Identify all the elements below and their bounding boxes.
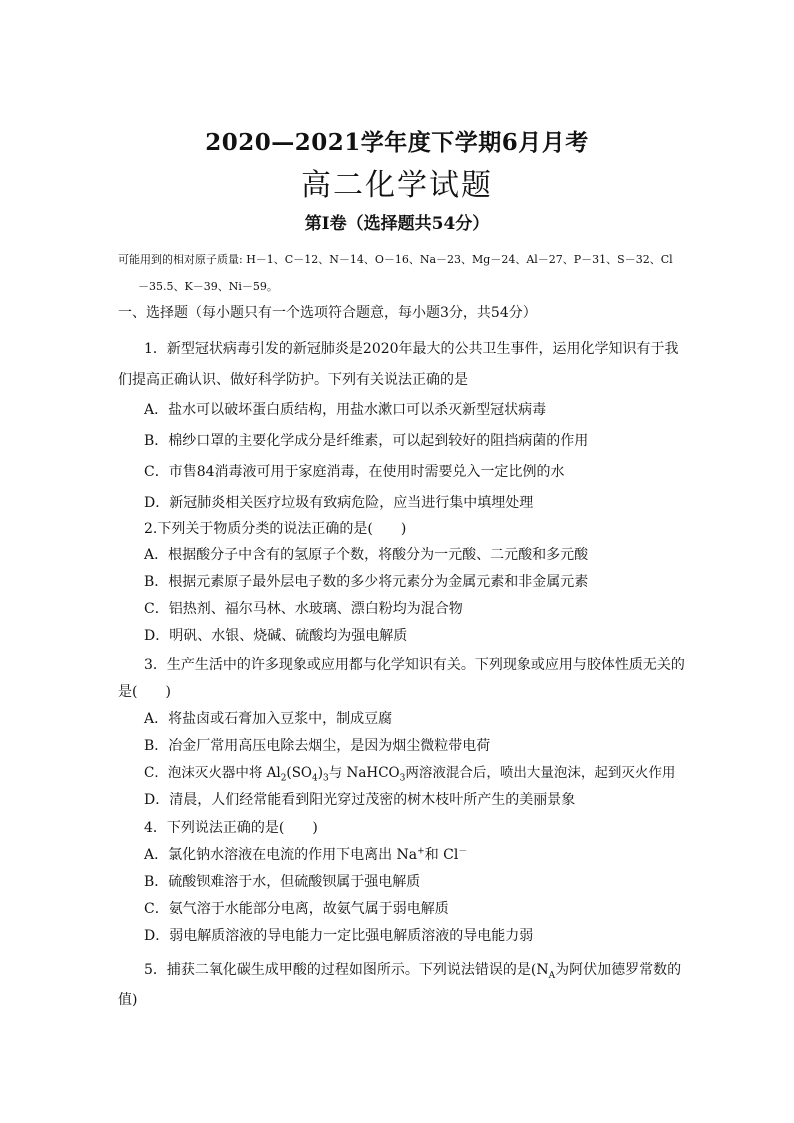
q2-option-b: B．根据元素原子最外层电子数的多少将元素分为金属元素和非金属元素	[144, 574, 589, 590]
q3-option-d: D．清晨，人们经常能看到阳光穿过茂密的树木枝叶所产生的美丽景象	[144, 792, 576, 808]
q3-stem-line-1: 3．生产生活中的许多现象或应用都与化学知识有关。下列现象或应用与胶体性质无关的	[144, 657, 685, 673]
q5-stem-line-1: 5．捕获二氧化碳生成甲酸的过程如图所示。下列说法错误的是($N_A$为阿伏加德罗常数的	[144, 962, 682, 981]
q1-option-b: B．棉纱口罩的主要化学成分是纤维素，可以起到较好的阻挡病菌的作用	[144, 433, 589, 449]
q4-option-c: C．氨气溶于水能部分电离，故氨气属于弱电解质	[144, 901, 449, 917]
q5-stem-line-2: 值)	[118, 992, 138, 1008]
q1-stem-line-1: 1．新型冠状病毒引发的新冠肺炎是2020年最大的公共卫生事件，运用化学知识有于我	[144, 341, 679, 357]
q2-option-c: C．铝热剂、福尔马林、水玻璃、漂白粉均为混合物	[144, 601, 463, 617]
q2-stem: 2.下列关于物质分类的说法正确的是( )	[144, 521, 407, 537]
q4-option-d: D．弱电解质溶液的导电能力一定比强电解质溶液的导电能力弱	[144, 928, 534, 944]
q1-option-a: A．盐水可以破坏蛋白质结构，用盐水漱口可以杀灭新型冠状病毒	[144, 402, 547, 418]
exam-title: 2020—2021学年度下学期6月月考	[205, 129, 589, 156]
q4-stem: 4．下列说法正确的是( )	[144, 820, 318, 836]
part-heading: 第Ⅰ卷（选择题共54分）	[304, 214, 490, 234]
q1-option-d: D．新冠肺炎相关医疗垃圾有致病危险，应当进行集中填埋处理	[144, 495, 534, 511]
q2-option-a: A．根据酸分子中含有的氢原子个数，将酸分为一元酸、二元酸和多元酸	[144, 547, 589, 563]
q3-option-a: A．将盐卤或石膏加入豆浆中，制成豆腐	[144, 711, 393, 727]
q3-stem-line-2: 是( )	[118, 684, 171, 700]
atomic-mass-line-1: 可能用到的相对原子质量: H－1、C－12、N－14、O－16、Na－23、Mg－24、Al－27、P－31、S－32、Cl	[118, 253, 673, 266]
q4-option-b: B．硫酸钡难溶于水，但硫酸钡属于强电解质	[144, 874, 421, 890]
q4-option-a: A．氯化钠水溶液在电流的作用下电离出 Na+和 Cl－	[144, 846, 468, 863]
section-heading: 一、选择题（每小题只有一个选项符合题意，每小题3分，共54分）	[118, 305, 537, 321]
q3-option-b: B．冶金厂常用高压电除去烟尘，是因为烟尘微粒带电荷	[144, 738, 491, 754]
q1-stem-line-2: 们提高正确认识、做好科学防护。下列有关说法正确的是	[118, 372, 468, 388]
atomic-mass-line-2: －35.5、K－39、Ni－59。	[138, 280, 278, 293]
exam-subject: 高二化学试题	[301, 168, 493, 203]
q2-option-d: D．明矾、水银、烧碱、硫酸均为强电解质	[144, 628, 408, 644]
q3-option-c: C．泡沫灭火器中将 $Al_2(SO_4)_3$与 NaHCO$_3$两溶液混合后，喷出大量泡沫，起到灭火作用	[144, 765, 676, 784]
q1-option-c: C．市售84消毒液可用于家庭消毒，在使用时需要兑入一定比例的水	[144, 464, 565, 480]
